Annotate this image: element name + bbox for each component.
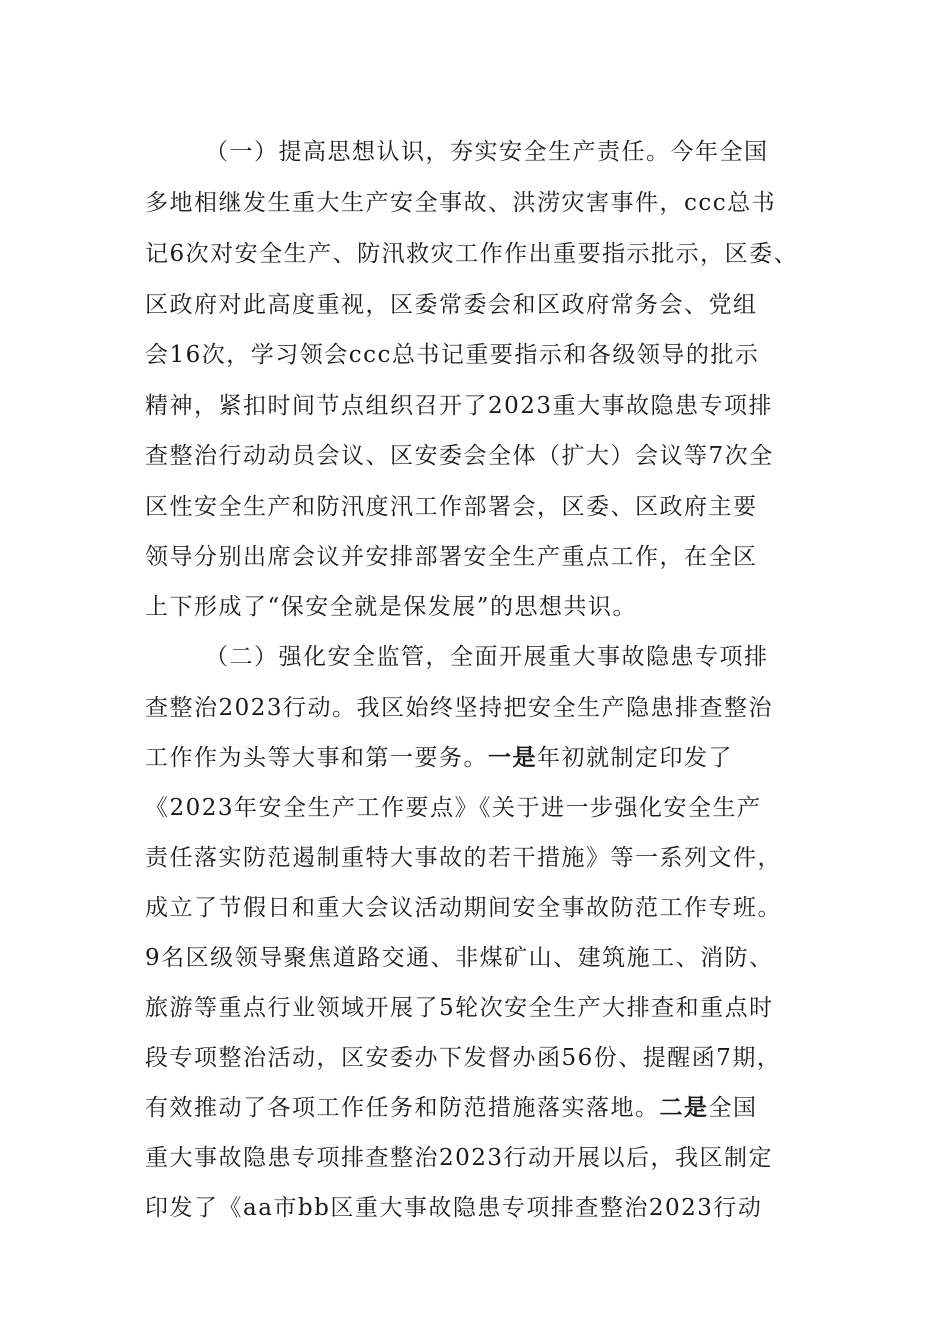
paragraph-2-line-8: 旅游等重点行业领域开展了5轮次安全生产大排查和重点时 — [145, 995, 774, 1021]
paragraph-1-line-6: 精神，紧扣时间节点组织召开了2023重大事故隐患专项排 — [145, 393, 774, 419]
paragraph-2-line-7: 9名区级领导聚焦道路交通、非煤矿山、建筑施工、消防、 — [145, 945, 774, 971]
line-text: 全国 — [708, 1095, 758, 1121]
paragraph-1-line-9: 领导分别出席会议并安排部署安全生产重点工作，在全区 — [145, 544, 758, 570]
paragraph-2-line-10 — [145, 1088, 758, 1128]
line-text: 工作作为头等大事和第一要务。 — [145, 745, 488, 771]
line-text: 有效推动了各项工作任务和防范措施落实落地。 — [145, 1095, 660, 1121]
paragraph-1-line-8: 区性安全生产和防汛度汛工作部署会，区委、区政府主要 — [145, 494, 758, 520]
paragraph-2-line-6: 成立了节假日和重大会议活动期间安全事故防范工作专班。 — [145, 895, 782, 921]
paragraph-2-line-12: 印发了《aa市bb区重大事故隐患专项排查整治2023行动 — [145, 1195, 763, 1221]
paragraph-2-line-2: 查整治2023行动。我区始终坚持把安全生产隐患排查整治 — [145, 695, 774, 721]
paragraph-2-line-1: （二）强化安全监管，全面开展重大事故隐患专项排 — [205, 644, 769, 670]
emphasis-first: 一是 — [488, 744, 537, 771]
paragraph-1-line-10: 上下形成了“保安全就是保发展”的思想共识。 — [145, 594, 638, 620]
paragraph-2-line-9: 段专项整治活动，区安委办下发督办函56份、提醒函7期， — [145, 1045, 782, 1071]
paragraph-1-line-3: 记6次对安全生产、防汛救灾工作作出重要指示批示，区委、 — [145, 241, 799, 267]
paragraph-2-line-11: 重大事故隐患专项排查整治2023行动开展以后，我区制定 — [145, 1145, 774, 1171]
paragraph-2-line-3 — [145, 738, 733, 778]
paragraph-1-line-5: 会16次，学习领会ccc总书记重要指示和各级领导的批示 — [145, 342, 760, 368]
paragraph-1-line-7: 查整治行动动员会议、区安委会全体（扩大）会议等7次全 — [145, 443, 774, 469]
paragraph-1-line-2: 多地相继发生重大生产安全事故、洪涝灾害事件，ccc总书 — [145, 190, 777, 216]
paragraph-2-line-5: 责任落实防范遏制重特大事故的若干措施》等一系列文件， — [145, 845, 782, 871]
paragraph-2-line-4: 《2023年安全生产工作要点》《关于进一步强化安全生产 — [145, 795, 762, 821]
emphasis-second: 二是 — [659, 1094, 709, 1121]
line-text: 年初就制定印发了 — [537, 745, 733, 771]
paragraph-1-line-4: 区政府对此高度重视，区委常委会和区政府常务会、党组 — [145, 292, 758, 318]
paragraph-1-line-1: （一）提高思想认识，夯实安全生产责任。今年全国 — [205, 139, 769, 165]
